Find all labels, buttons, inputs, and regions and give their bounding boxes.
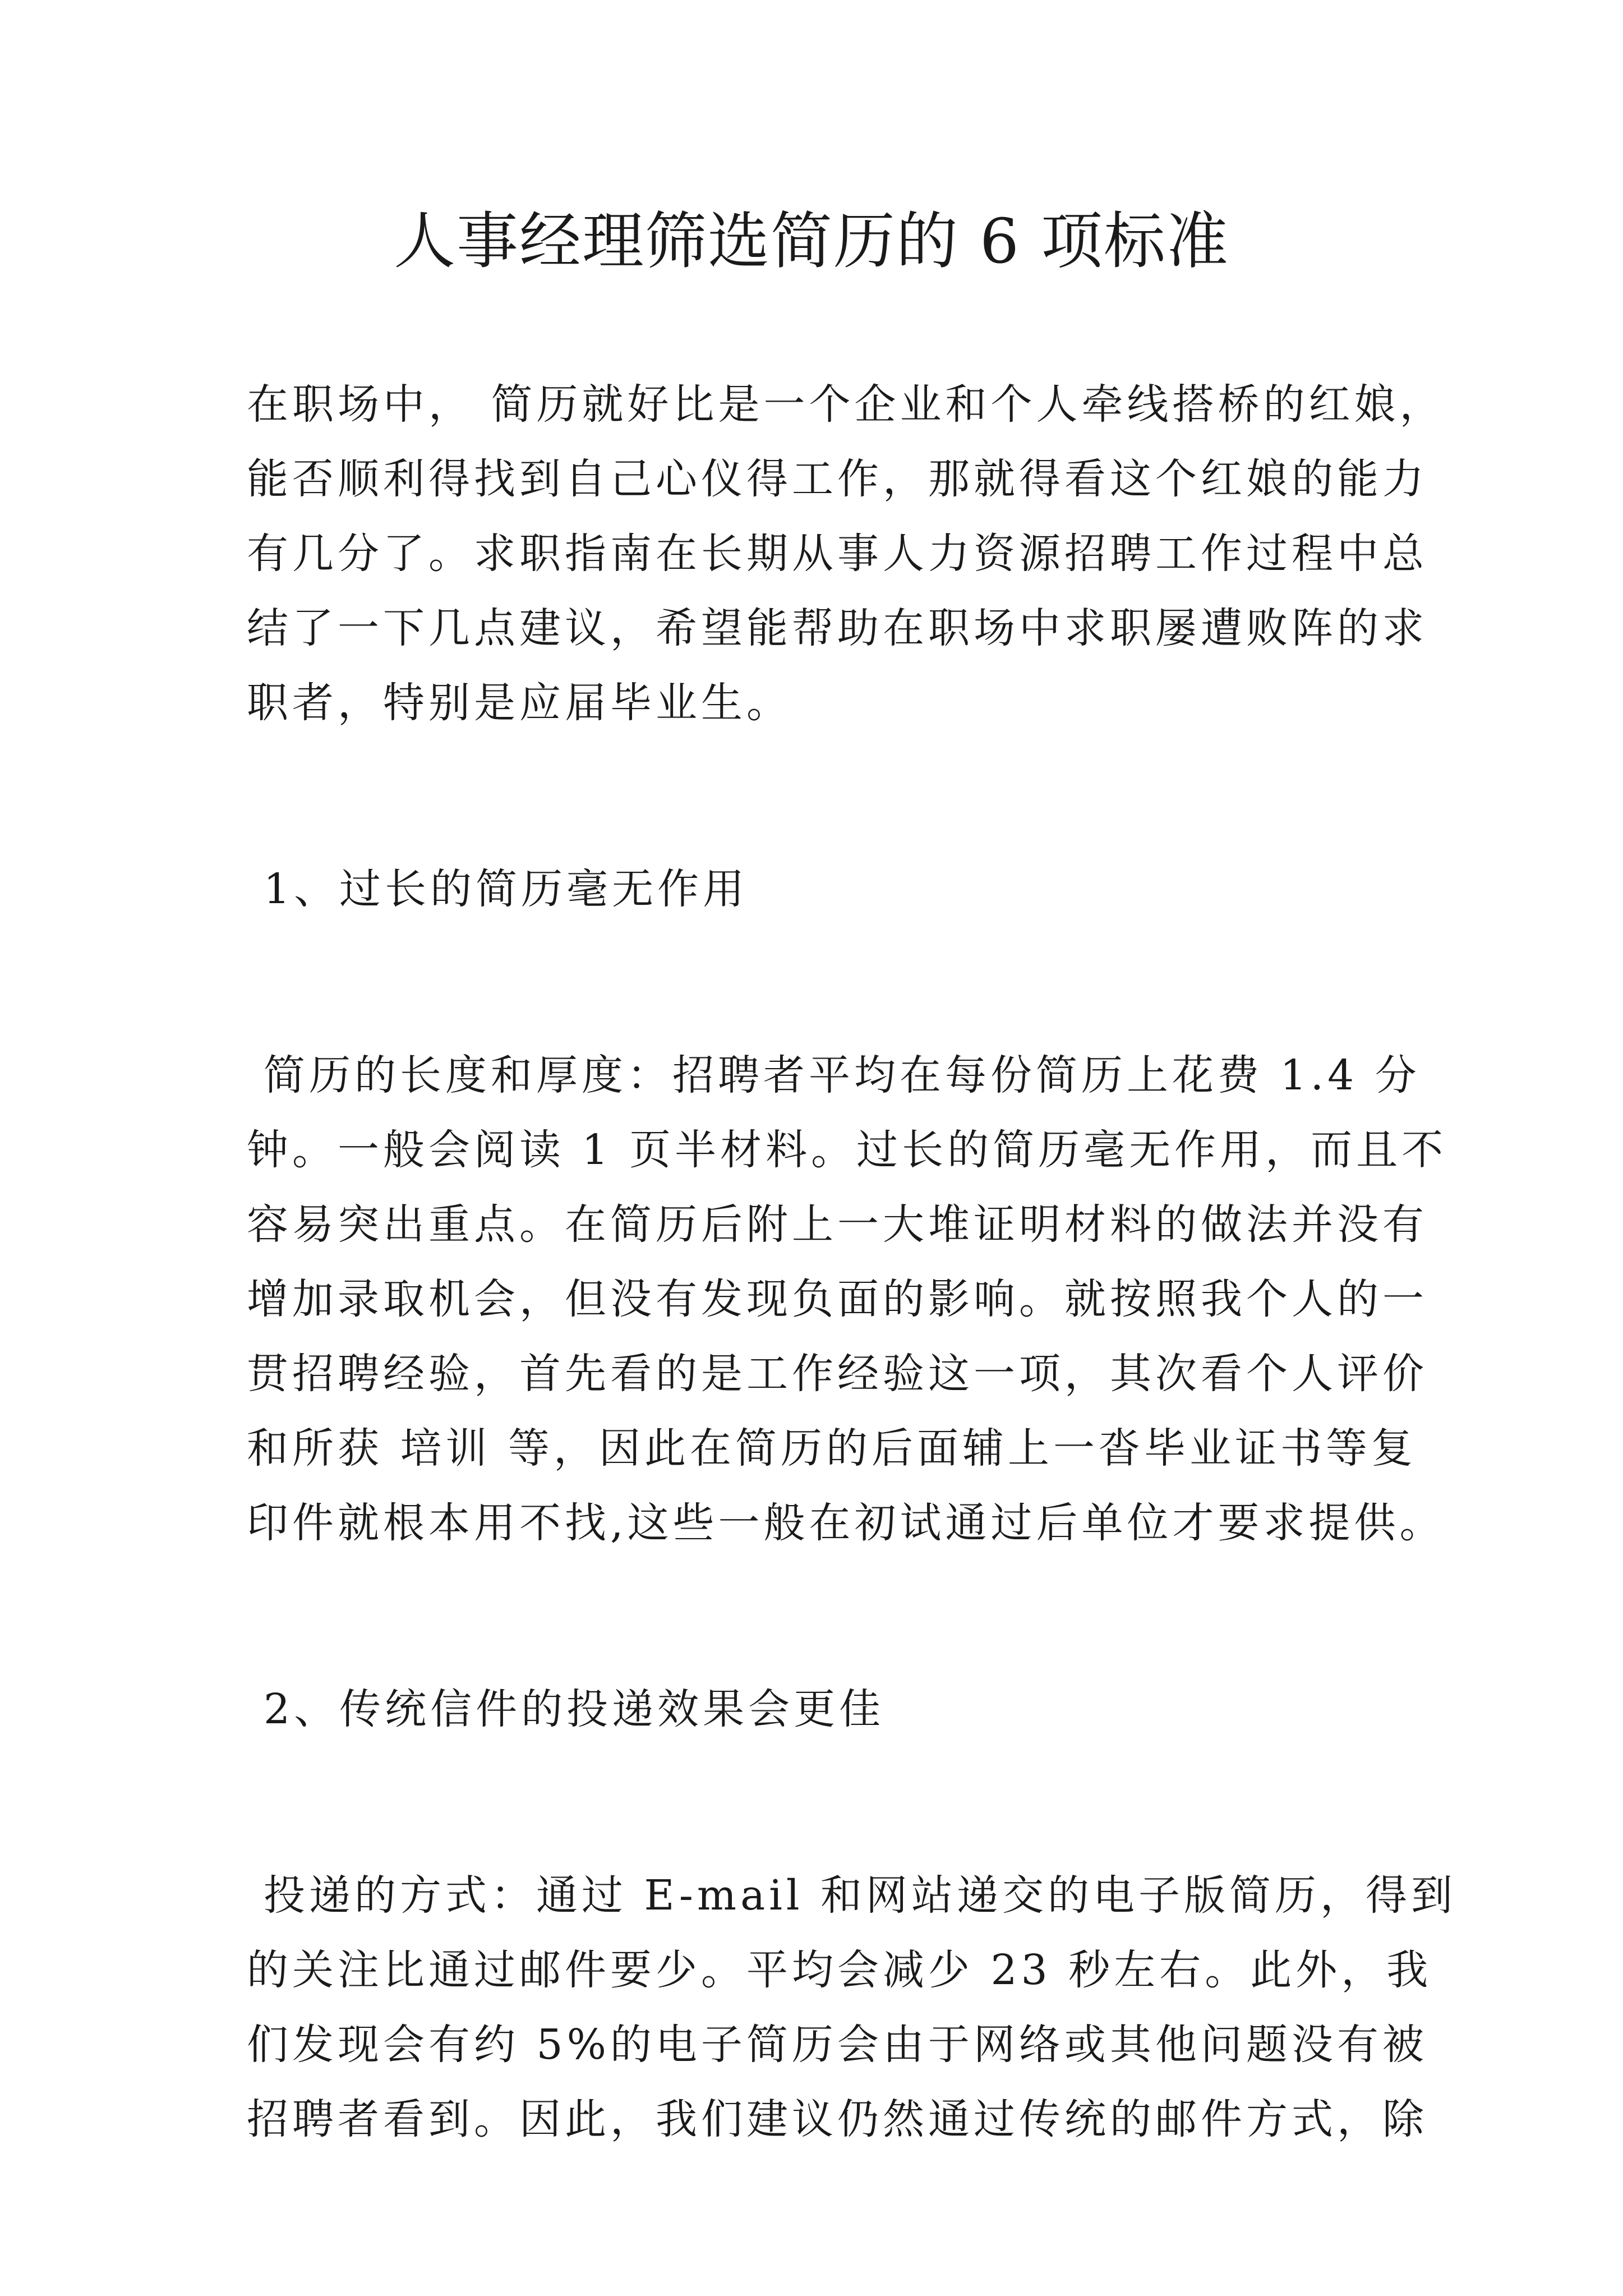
section-2-line: 们发现会有约 5%的电子简历会由于网络或其他问题没有被: [247, 2021, 1428, 2069]
intro-line: 在职场中， 简历就好比是一个企业和个人牵线搭桥的红娘，: [247, 380, 1445, 429]
section-1-line: 印件就根本用不找,这些一般在初试通过后单位才要求提供。: [247, 1499, 1445, 1547]
document-body: [247, 367, 1457, 2157]
section-2-line: 投递的方式：通过 E-mail 和网站递交的电子版简历，得到: [264, 1871, 1457, 1920]
section-1-line: 钟。一般会阅读 1 页半材料。过长的简历毫无作用，而且不: [247, 1126, 1447, 1174]
intro-paragraph: [247, 367, 1445, 740]
intro-line: 结了一下几点建议，希望能帮助在职场中求职屡遭败阵的求: [247, 604, 1428, 652]
section-2-line: 的关注比通过邮件要少。平均会减少 23 秒左右。此外，我: [247, 1946, 1432, 1994]
section-2-paragraph: [247, 1858, 1457, 2157]
section-1-line: 增加录取机会，但没有发现负面的影响。就按照我个人的一: [247, 1275, 1428, 1323]
document-title: 人事经理筛选简历的 6 项标准: [394, 205, 1229, 277]
section-2-heading: 2、传统信件的投递效果会更佳: [264, 1685, 885, 1733]
section-1-line: 和所获 培训 等，因此在简历的后面辅上一沓毕业证书等复: [247, 1424, 1417, 1473]
intro-line: 职者，特别是应届毕业生。: [247, 679, 792, 727]
section-2-line: 招聘者看到。因此，我们建议仍然通过传统的邮件方式，除: [247, 2095, 1428, 2143]
section-1-line: 简历的长度和厚度：招聘者平均在每份简历上花费 1.4 分: [264, 1051, 1421, 1099]
section-1-line: 容易突出重点。在简历后附上一大堆证明材料的做法并没有: [247, 1200, 1428, 1249]
section-1-heading: 1、过长的简历毫无作用: [264, 865, 749, 913]
section-1-line: 贯招聘经验，首先看的是工作经验这一项，其次看个人评价: [247, 1350, 1428, 1398]
intro-line: 有几分了。求职指南在长期从事人力资源招聘工作过程中总: [247, 530, 1428, 578]
section-1-paragraph: [247, 1038, 1447, 1561]
intro-line: 能否顺利得找到自己心仪得工作，那就得看这个红娘的能力: [247, 455, 1428, 503]
